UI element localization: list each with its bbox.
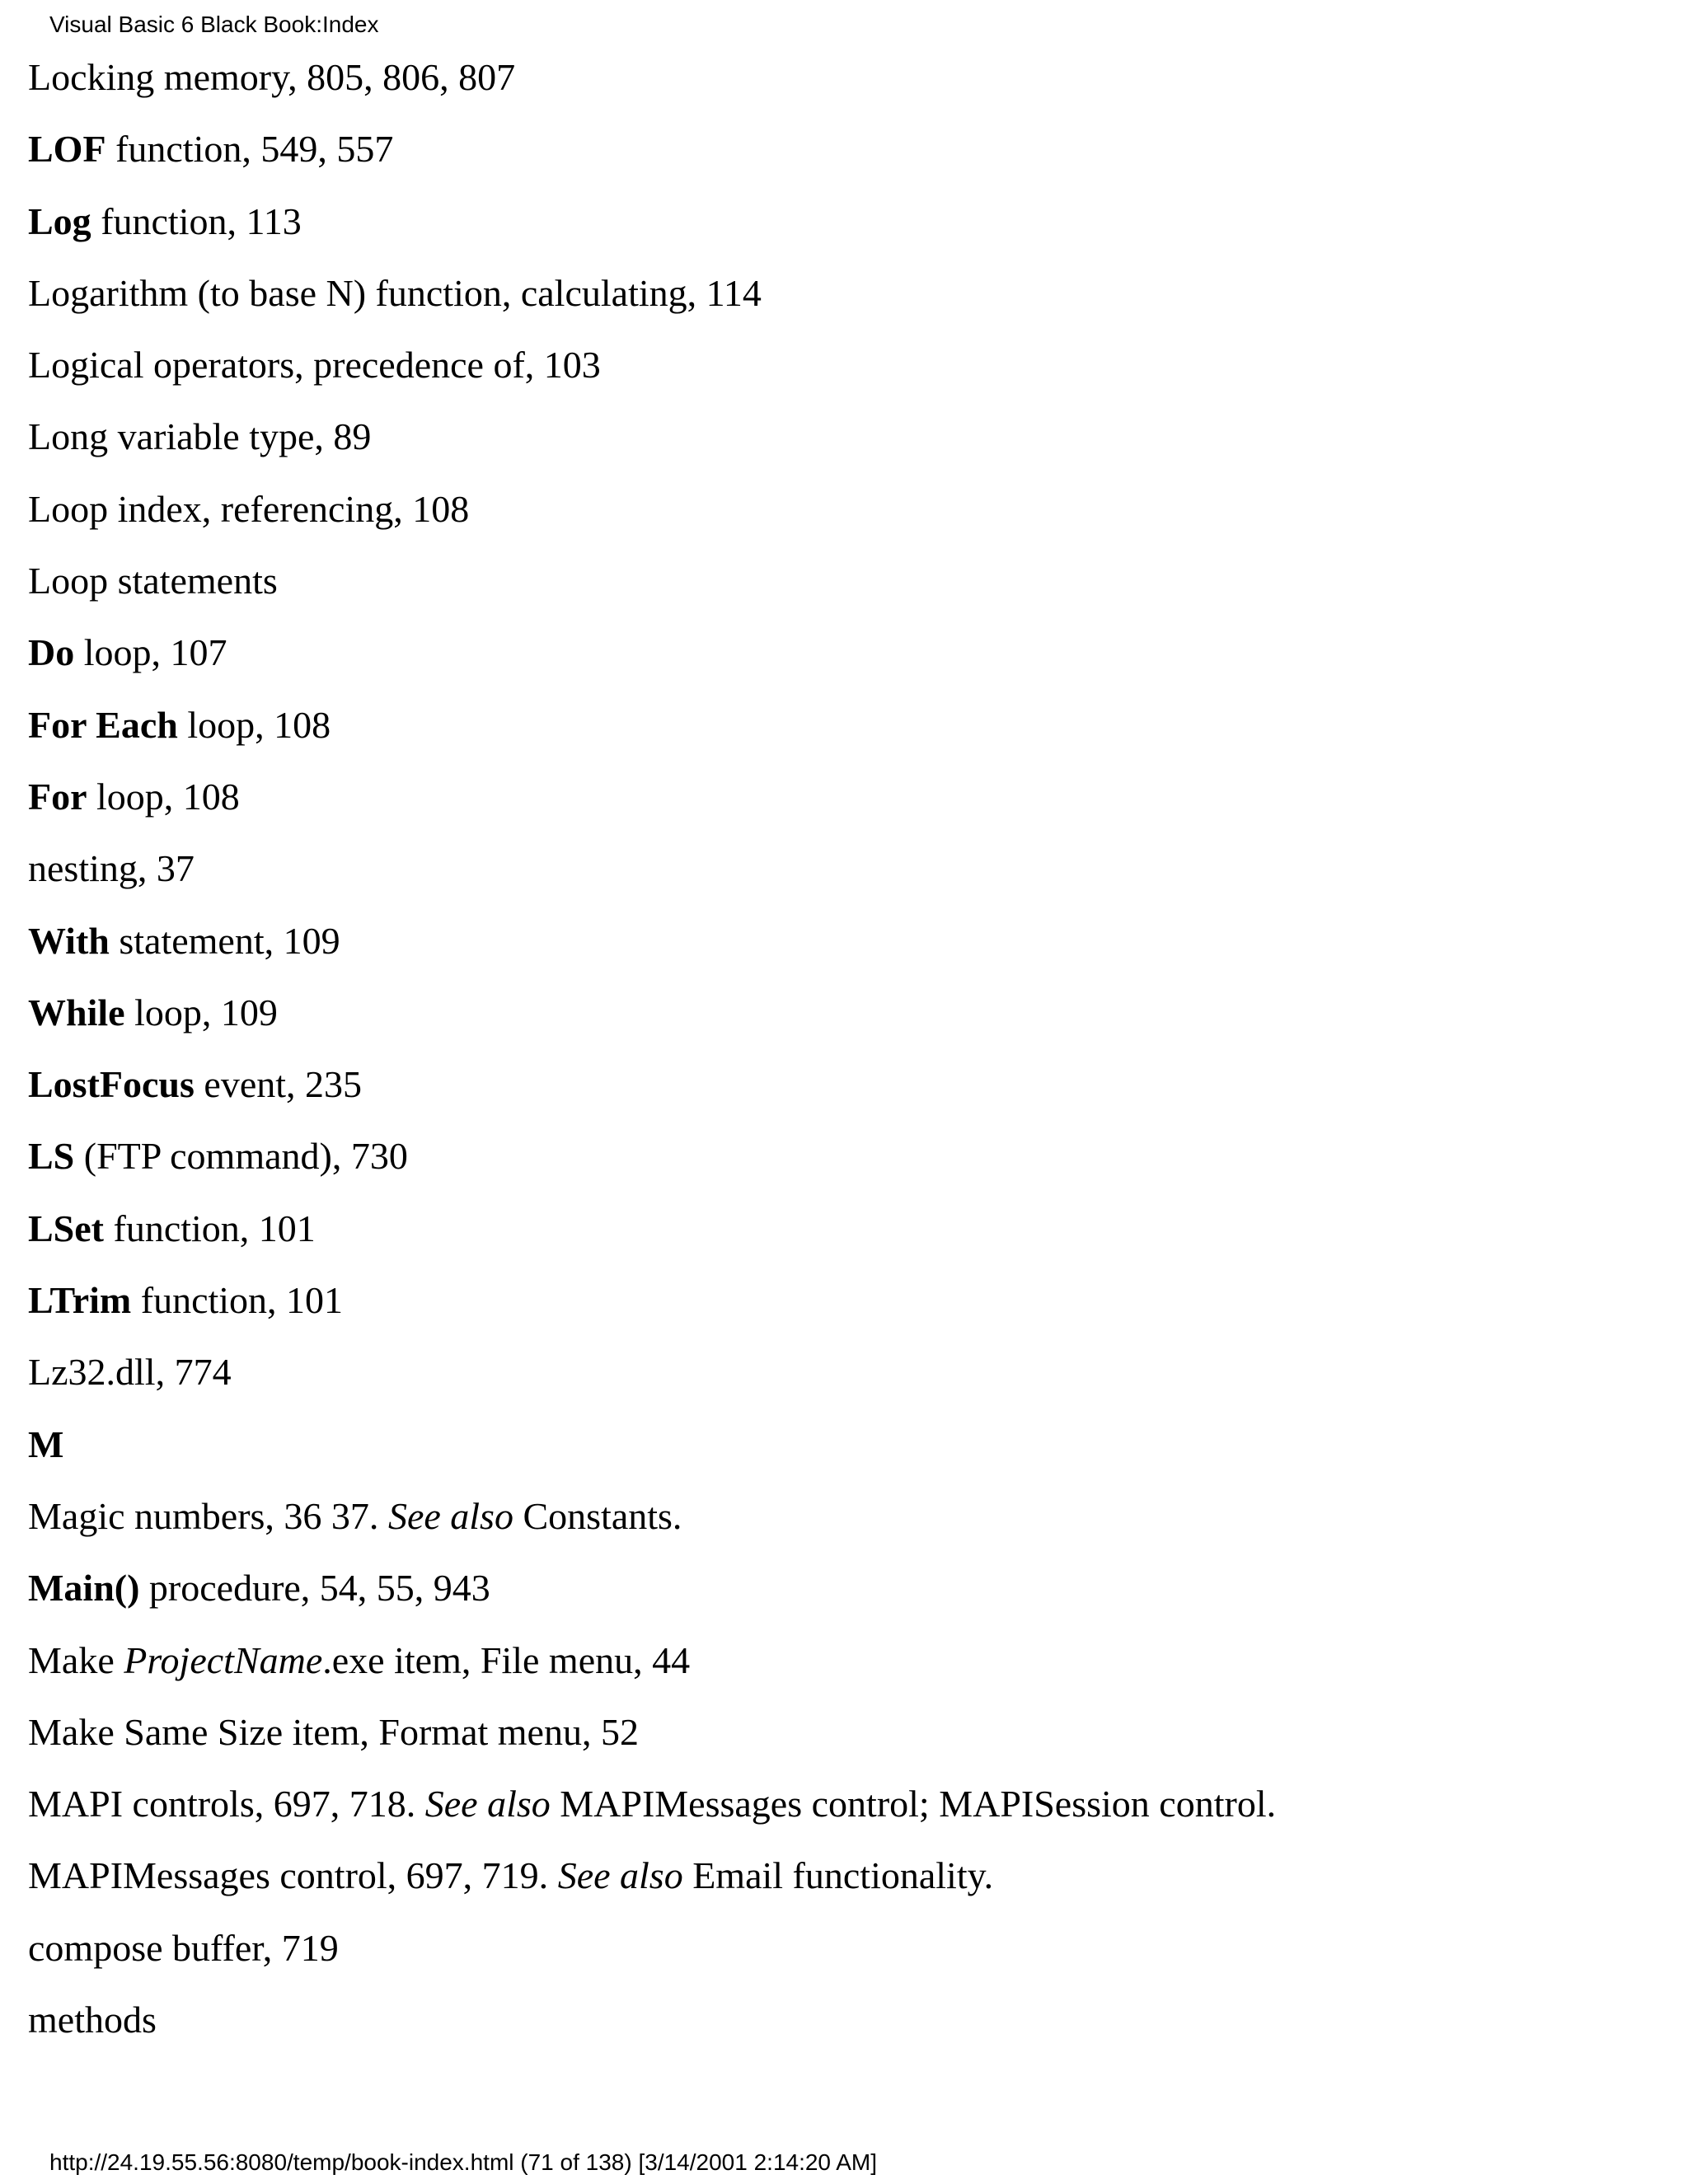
index-entry: Long variable type, 89: [28, 415, 372, 458]
index-entry: nesting, 37: [28, 847, 195, 890]
index-entries: [28, 49, 1668, 2064]
index-entry: Lz32.dll, 774: [28, 1351, 232, 1394]
index-entry: Loop index, referencing, 108: [28, 487, 470, 530]
index-entry: MAPI controls, 697, 718. See also MAPIMessages control; MAPISession control.: [28, 1783, 1277, 1825]
index-entry: compose buffer, 719: [28, 1926, 339, 1969]
index-entry: Locking memory, 805, 806, 807: [28, 56, 516, 98]
index-entry: LOF function, 549, 557: [28, 128, 394, 171]
index-entry: Do loop, 107: [28, 631, 227, 674]
index-entry: For loop, 108: [28, 775, 240, 818]
page-header-title: Visual Basic 6 Black Book:Index: [49, 12, 379, 37]
index-entry: Logarithm (to base N) function, calculating, 114: [28, 271, 762, 314]
index-entry: methods: [28, 1999, 157, 2041]
index-entry: Main() procedure, 54, 55, 943: [28, 1567, 490, 1610]
index-entry: LostFocus event, 235: [28, 1063, 363, 1106]
index-entry: For Each loop, 108: [28, 703, 331, 746]
page-footer-url: http://24.19.55.56:8080/temp/book-index.html (71 of 138) [3/14/2001 2:14:20 AM]: [49, 2149, 878, 2175]
index-entry: LTrim function, 101: [28, 1279, 344, 1322]
index-entry: Make ProjectName.exe item, File menu, 44: [28, 1638, 691, 1681]
index-entry: LS (FTP command), 730: [28, 1135, 408, 1178]
section-letter-heading: M: [28, 1422, 64, 1465]
index-entry: Make Same Size item, Format menu, 52: [28, 1710, 639, 1753]
index-entry: While loop, 109: [28, 991, 278, 1033]
index-entry: With statement, 109: [28, 919, 340, 962]
index-entry: LSet function, 101: [28, 1207, 316, 1249]
index-entry: Loop statements: [28, 560, 278, 602]
index-entry: MAPIMessages control, 697, 719. See also Email functionality.: [28, 1854, 994, 1897]
index-entry: Logical operators, precedence of, 103: [28, 344, 601, 387]
index-entry: Magic numbers, 36 37. See also Constants.: [28, 1494, 682, 1537]
index-entry: Log function, 113: [28, 199, 302, 242]
